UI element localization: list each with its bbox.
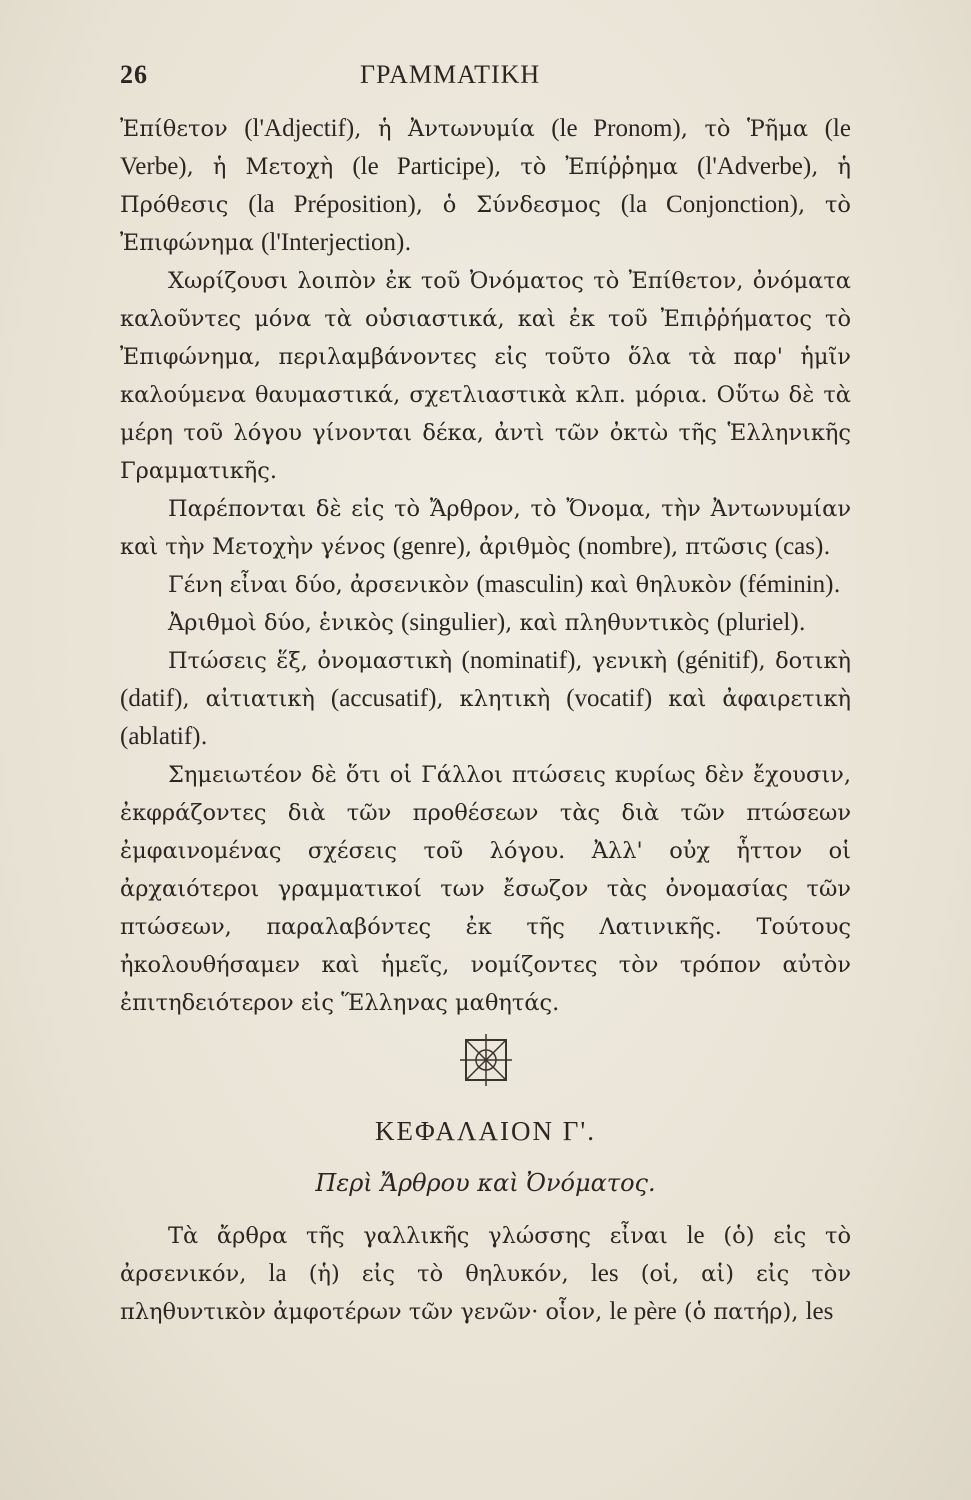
text-run: (ὁ πατήρ), (676, 1299, 806, 1325)
french-term: (datif) (120, 685, 183, 712)
french-term: le père (609, 1298, 677, 1325)
printer-ornament-icon (460, 1032, 512, 1088)
french-term: (ablatif) (120, 723, 201, 750)
text-run: . (404, 230, 412, 256)
text-run: καὶ ἀφαιρετικὴ (652, 686, 851, 712)
french-term: (l'Interjection) (261, 229, 405, 256)
paragraph (120, 604, 851, 642)
text-run: (ἡ) εἰς τὸ θηλυκόν, (286, 1261, 591, 1287)
text-run: , δοτικὴ (758, 648, 851, 674)
chapter-subtitle: Περὶ Ἄρθρου καὶ Ὀνόματος. (315, 1169, 656, 1197)
body-text (120, 110, 851, 1022)
text-run: , ἀριθμὸς (464, 534, 578, 560)
text-run: . (823, 534, 831, 560)
french-term: (le Verbe) (120, 115, 851, 180)
paragraph (120, 642, 851, 756)
text-run: . (798, 610, 806, 636)
paragraph (120, 490, 851, 566)
text-run: Πτώσεις ἕξ, ὀνομαστικὴ (168, 648, 462, 674)
text-run: , κλητικὴ (436, 686, 567, 712)
text-run: , πτῶσις (670, 534, 775, 560)
text-run: Ἀριθμοὶ δύο, ἑνικὸς (168, 610, 401, 636)
page-number: 26 (120, 60, 148, 89)
french-term: (masculin) (476, 571, 584, 598)
french-term: (l'Adjectif) (244, 115, 355, 142)
running-head: ΓΡΑΜΜΑΤΙΚΗ (360, 60, 541, 89)
french-term: (génitif) (676, 647, 759, 674)
french-term: (le Participe) (352, 153, 495, 180)
text-run: , τὸ Ἐπιφώνημα (120, 192, 851, 256)
text-run: Χωρίζουσι λοιπὸν ἐκ τοῦ Ὀνόματος τὸ Ἐπίθετον, ὀνόματα καλοῦντες μόνα τὰ οὐσιαστικά, καὶ ἐκ τοῦ Ἐπιῤῥήματος τὸ Ἐπιφώνημα, περιλαμβάνοντες εἰς τοῦτο ὅλα τὰ παρ' ἡμῖν καλούμενα θαυμαστικά, σχετλιαστικὰ κλπ. μόρια. Οὕτω δὲ τὰ μέρη τοῦ λόγου γίνονται δέκα, ἀντὶ τῶν ὀκτὼ τῆς Ἑλληνικῆς Γραμματικῆς. (120, 268, 851, 484)
text-run: , καὶ πληθυντικὸς (505, 610, 717, 636)
paragraph (120, 1217, 851, 1331)
french-term: (cas) (774, 533, 824, 560)
text-run: . (200, 724, 208, 750)
text-run: . (833, 572, 841, 598)
page-header (120, 60, 851, 100)
french-term: (la Conjonction) (620, 191, 798, 218)
chapter-title: ΚΕΦΑΛΑΙΟΝ Γ'. (375, 1116, 596, 1146)
french-term: (l'Adverbe) (697, 153, 812, 180)
text-run: (ὁ) εἰς τὸ ἀρσενικόν, (120, 1223, 851, 1287)
french-term: (singulier) (401, 609, 506, 636)
text-run: Παρέπονται δὲ εἰς τὸ Ἄρθρον, τὸ Ὄνομα, τὴν Ἀντωνυμίαν καὶ τὴν Μετοχὴν γένος (120, 496, 851, 560)
french-term: les (805, 1298, 834, 1325)
text-run: (οἱ, αἱ) εἰς τὸν πληθυντικὸν ἀμφοτέρων τῶν γενῶν· οἷον, (120, 1261, 852, 1325)
paragraph (120, 756, 851, 1022)
text-run: , αἰτιατικὴ (182, 686, 331, 712)
text-run: Ἐπίθετον (120, 116, 245, 142)
text-run: , ὁ Σύνδεσμος (415, 192, 621, 218)
text-run: , τὸ Ἐπίῤῥημα (494, 154, 698, 180)
french-term: (genre) (392, 533, 465, 560)
french-term: le (686, 1222, 705, 1249)
french-term: (accusatif) (330, 685, 437, 712)
text-run: , τὸ Ῥῆμα (680, 116, 825, 142)
paragraph (120, 566, 851, 604)
french-term: les (590, 1260, 619, 1287)
text-run: καὶ θηλυκὸν (583, 572, 740, 598)
french-term: (pluriel) (716, 609, 799, 636)
chapter-body-text (120, 1217, 851, 1331)
paragraph (120, 110, 851, 262)
french-term: (féminin) (739, 571, 834, 598)
text-run: Σημειωτέον δὲ ὅτι οἱ Γάλλοι πτώσεις κυρίως δὲν ἔχουσιν, ἐκφράζοντες διὰ τῶν προθέσεων τὰς διὰ τῶν πτώσεων ἐμφαινομένας σχέσεις τοῦ λόγου. Ἀλλ' οὐχ ἧττον οἱ ἀρχαιότεροι γραμματικοί των ἔσωζον τὰς ὀνομασίας τῶν πτώσεων, παραλαβόντες ἐκ τῆς Λατινικῆς. Τούτους ἠκολουθήσαμεν καὶ ἡμεῖς, νομίζοντες τὸν τρόπον αὐτὸν ἐπιτηδειότερον εἰς Ἕλληνας μαθητάς. (120, 762, 851, 1016)
french-term: (nombre) (577, 533, 671, 560)
text-run: Γένη εἶναι δύο, ἀρσενικὸν (168, 572, 477, 598)
text-run: , γενικὴ (575, 648, 677, 674)
french-term: (vocatif) (566, 685, 653, 712)
french-term: la (268, 1260, 287, 1287)
paragraph (120, 262, 851, 490)
french-term: (nominatif) (461, 647, 576, 674)
text-run: , ἡ Μετοχὴ (186, 154, 353, 180)
french-term: (le Pronom) (551, 115, 681, 142)
french-term: (la Préposition) (248, 191, 416, 218)
text-run: Τὰ ἄρθρα τῆς γαλλικῆς γλώσσης εἶναι (168, 1223, 687, 1249)
text-run: , ἡ Πρόθεσις (120, 154, 851, 218)
text-run: , ἡ Ἀντωνυμία (354, 116, 552, 142)
